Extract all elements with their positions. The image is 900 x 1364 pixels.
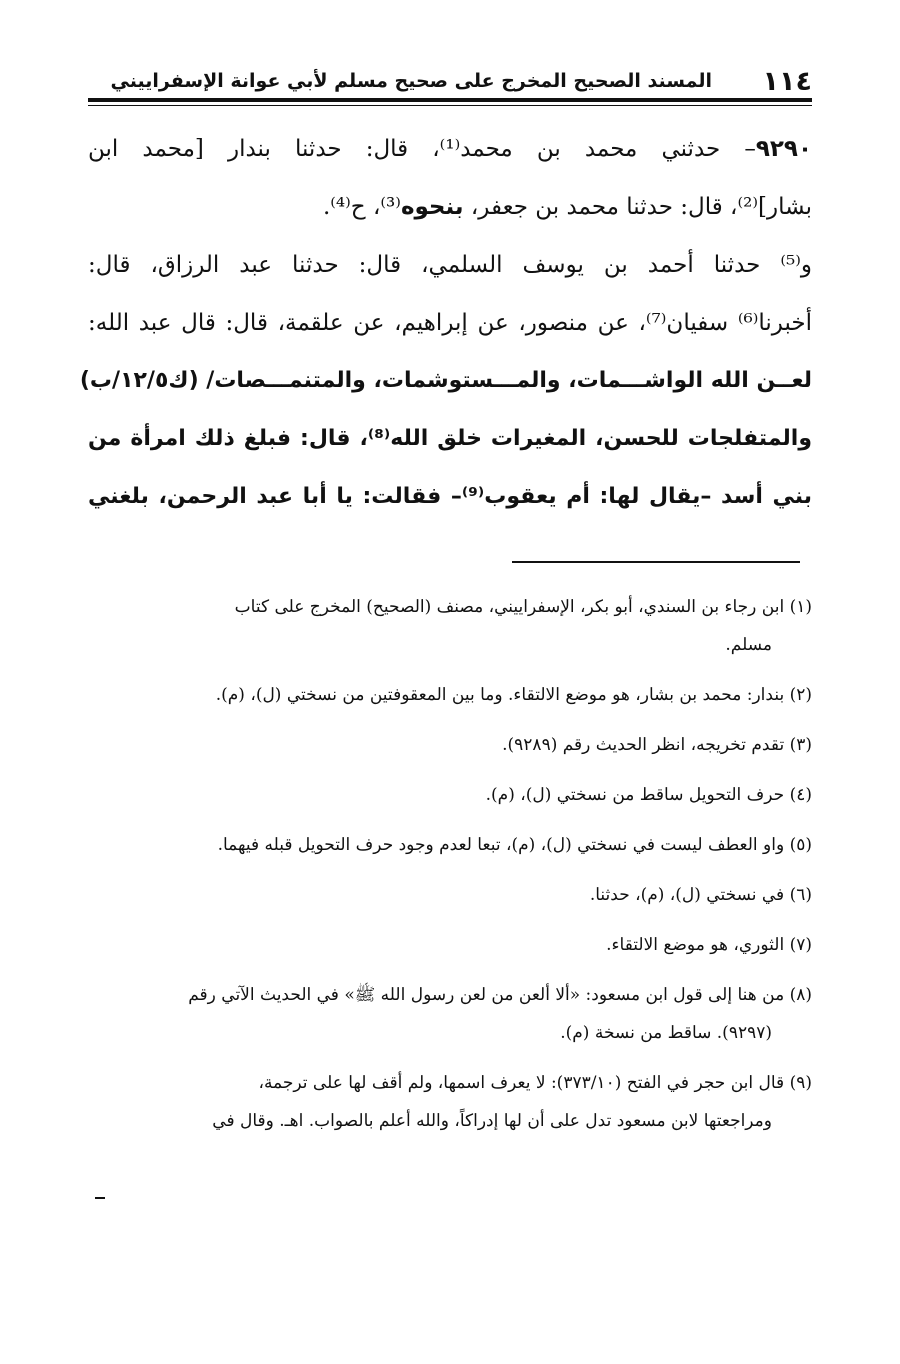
main-text	[79, 120, 813, 526]
footnote-4-line-1: (٤) حرف التحويل ساقط من نسختي (ل)، (م).	[485, 785, 812, 805]
footnote-8	[88, 976, 812, 1052]
footnote-4	[88, 776, 812, 814]
footnote-7	[88, 926, 812, 964]
text-line-3: و⁽⁵⁾ حدثنا أحمد بن يوسف السلمي، قال: حدثنا عبد الرزاق، قال:	[88, 252, 812, 278]
hadith-number: ٩٢٩٠	[755, 136, 812, 162]
footnote-3	[88, 726, 812, 764]
header-rule-thin	[88, 105, 812, 106]
footnote-1-line-1: (١) ابن رجاء بن السندي، أبو بكر، الإسفراييني، مصنف (الصحيح) المخرج على كتاب	[234, 597, 812, 617]
footnote-2	[88, 676, 812, 714]
footnote-9-line-2: ومراجعتها لابن مسعود تدل على أن لها إدراكاً، والله أعلم بالصواب. اهـ. وقال في	[212, 1111, 772, 1131]
text-line-7: بني أسد –يقال لها: أم يعقوب⁽⁹⁾– فقالت: يا أبا عبد الرحمن، بلغني	[88, 484, 812, 509]
footnote-5-line-1: (٥) واو العطف ليست في نسختي (ل)، (م)، تبعا لعدم وجود حرف التحويل قبله فيهما.	[217, 835, 812, 855]
footnote-8-line-2: (٩٢٩٧). ساقط من نسخة (م).	[560, 1023, 772, 1043]
footnote-1	[88, 588, 812, 664]
footnote-2-line-1: (٢) بندار: محمد بن بشار، هو موضع الالتقاء. وما بين المعقوفتين من نسختي (ل)، (م).	[215, 685, 812, 705]
footnote-1-line-2: مسلم.	[725, 635, 772, 655]
text-line-2	[88, 178, 812, 236]
text-line-2-b: ⁽³⁾، ح⁽⁴⁾.	[322, 194, 401, 220]
running-title: المسند الصحيح المخرج على صحيح مسلم لأبي عوانة الإسفراييني	[110, 70, 712, 92]
footnotes	[88, 588, 812, 1152]
footnote-6-line-1: (٦) في نسختي (ل)، (م)، حدثنا.	[589, 885, 812, 905]
footnote-5	[88, 826, 812, 864]
footnote-8-line-1: (٨) من هنا إلى قول ابن مسعود: «ألا ألعن من لعن رسول الله ﷺ» في الحديث الآتي رقم	[188, 985, 812, 1005]
text-line-1-rest: – حدثني محمد بن محمد⁽¹⁾، قال: حدثنا بندار [محمد ابن	[88, 136, 756, 162]
text-line-5: لعــن الله الواشـــمات، والمـــستوشمات، والمتنمـــصات/ (ك١٢/٥/ب)	[79, 368, 812, 393]
text-line-1	[88, 120, 812, 178]
running-header	[88, 62, 812, 102]
footnote-6	[88, 876, 812, 914]
text-line-2-a: بشار]⁽²⁾، قال: حدثنا محمد بن جعفر،	[463, 194, 812, 220]
footnote-separator	[512, 561, 800, 563]
header-rule-thick	[88, 98, 812, 102]
text-line-4: أخبرنا⁽⁶⁾ سفيان⁽⁷⁾، عن منصور، عن إبراهيم، عن علقمة، قال: قال عبد الله:	[88, 310, 813, 336]
footnote-9-line-1: (٩) قال ابن حجر في الفتح (٣٧٣/١٠): لا يعرف اسمها، ولم أقف لها على ترجمة،	[258, 1073, 812, 1093]
footnote-9	[88, 1064, 812, 1140]
text-line-6: والمتفلجات للحسن، المغيرات خلق الله⁽⁸⁾، قال: فبلغ ذلك امرأة من	[88, 426, 812, 451]
footnote-3-line-1: (٣) تقدم تخريجه، انظر الحديث رقم (٩٢٨٩).	[502, 735, 812, 755]
text-line-2-bold: بنحوه	[400, 194, 464, 220]
footnote-7-line-1: (٧) الثوري، هو موضع الالتقاء.	[606, 935, 812, 955]
page-number: ١١٤	[762, 66, 812, 97]
continuation-dash	[95, 1197, 105, 1199]
